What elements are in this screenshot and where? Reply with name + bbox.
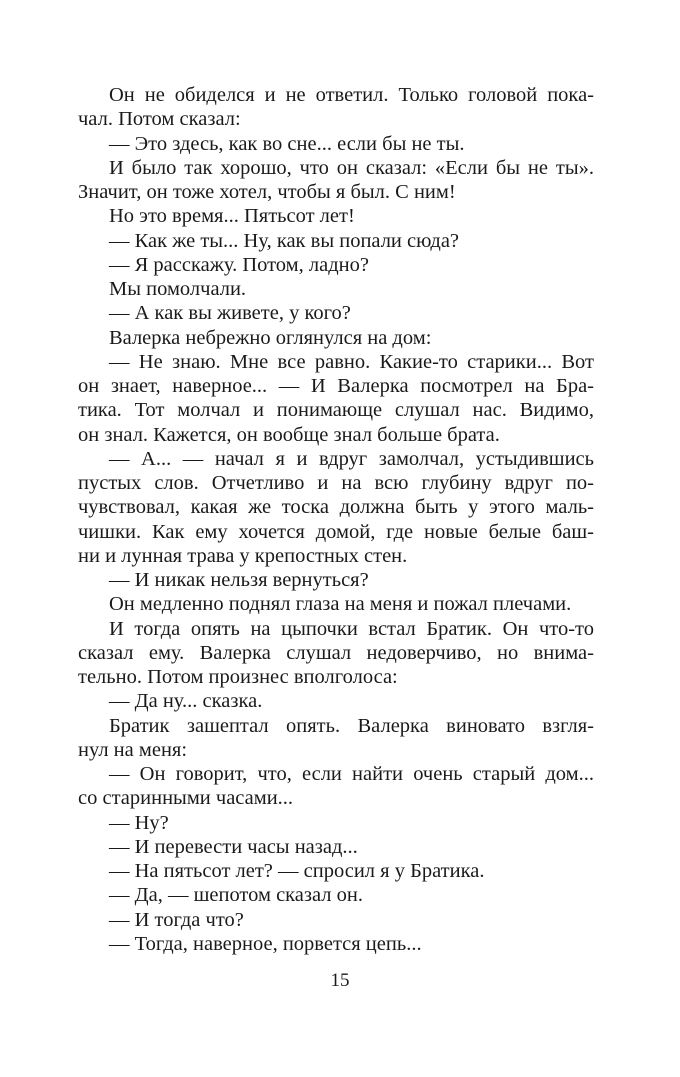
text-line: пустых слов. Отчетливо и на всю глубину вдруг по- [78,472,594,494]
text-line: — И перевести часы назад... [109,835,358,858]
text-line: — Ну? [109,811,169,834]
text-line: — А... — начал я и вдруг замолчал, устыдившись [109,447,594,470]
text-line: — А как вы живете, у кого? [109,302,351,325]
text-line: ни и лунная трава у крепостных стен. [78,544,408,567]
text-line: — Как же ты... Ну, как вы попали сюда? [109,229,460,252]
text-line: нул на меня: [78,738,188,761]
text-line: он знал. Кажется, он вообще знал больше брата. [78,423,500,446]
text-line: — Да ну... сказка. [109,690,263,713]
text-line: чал. Потом сказал: [78,108,241,131]
text-line: — Это здесь, как во сне... если бы не ты. [109,132,465,155]
text-line: Мы помолчали. [109,278,247,300]
text-line: Он медленно поднял глаза на меня и пожал плечами. [109,593,572,616]
text-line: — И никак нельзя вернуться? [109,569,369,591]
text-line: Валерка небрежно оглянулся на дом: [109,326,432,349]
text-line: — На пятьсот лет? — спросил я у Братика. [109,860,485,882]
text-line: тика. Тот молчал и понимающе слушал нас. Видимо, [78,399,594,422]
text-line: Но это время... Пятьсот лет! [109,205,355,228]
text-line: — Не знаю. Мне все равно. Какие-то старики... Вот [109,350,594,373]
text-line: — Он говорит, что, если найти очень старый дом... [109,763,594,785]
text-line: тельно. Потом произнес вполголоса: [78,666,398,688]
text-line: Значит, он тоже хотел, чтобы я был. С ним! [78,181,456,203]
text-line: — Да, — шепотом сказал он. [109,884,363,907]
text-line: — Тогда, наверное, порвется цепь... [109,932,422,955]
text-line: Он не обиделся и не ответил. Только головой пока- [109,84,594,106]
text-line: чувствовал, какая же тоска должна быть у этого маль- [78,496,594,519]
text-line: чишки. Как ему хочется домой, где новые белые баш- [78,520,594,543]
text-line: И тогда опять на цыпочки встал Братик. Он что-то [109,617,594,640]
text-line: И было так хорошо, что он сказал: «Если бы не ты». [109,156,594,179]
text-line: сказал ему. Валерка слушал недоверчиво, но внима- [78,641,594,664]
text-line: он знает, наверное... — И Валерка посмотрел на Бра- [78,375,594,397]
text-line: со старинными часами... [78,787,294,810]
text-line: — Я расскажу. Потом, ладно? [109,253,369,276]
text-line: Братик зашептал опять. Валерка виновато взгля- [109,714,594,737]
body-text [78,83,594,956]
page-number: 15 [330,970,350,991]
text-line: — И тогда что? [109,908,244,931]
